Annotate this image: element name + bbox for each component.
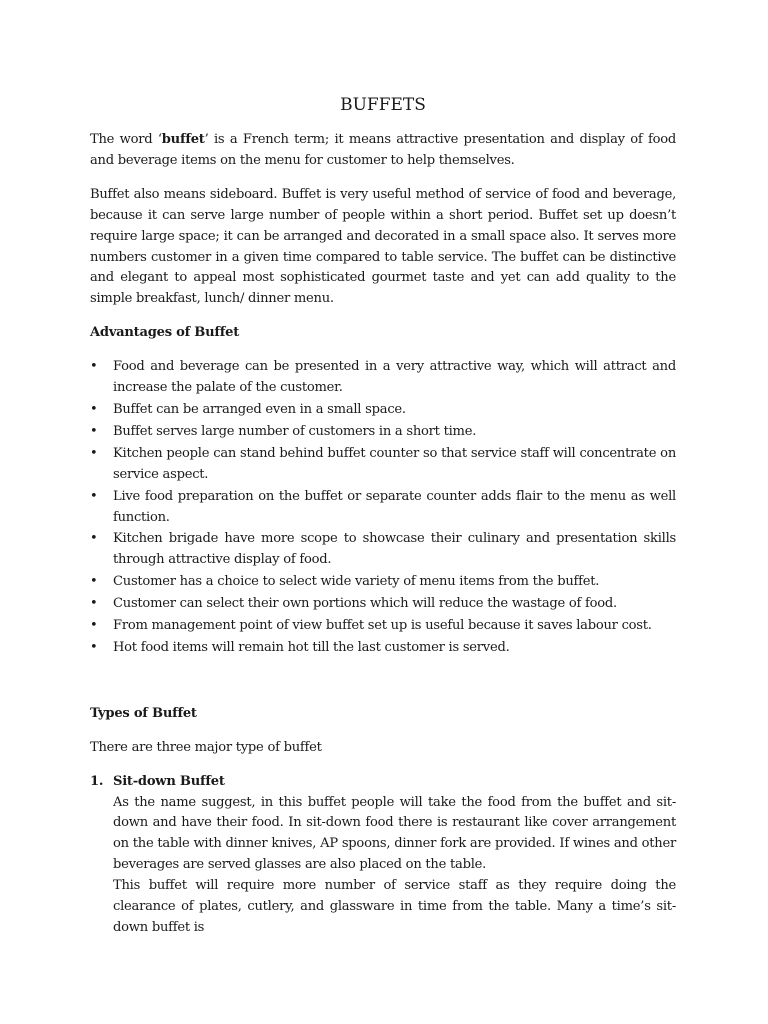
list-item-text: Buffet can be arranged even in a small space.	[113, 401, 406, 417]
bullet-icon: •	[90, 445, 98, 461]
list-item-text: Kitchen brigade have more scope to showcase their culinary and presentation skills through attractive display of food.	[113, 531, 676, 568]
list-item	[90, 638, 676, 659]
list-item-text: Customer has a choice to select wide variety of menu items from the buffet.	[113, 574, 600, 590]
intro-text-after: ’ is a French term; it means attractive presentation and display of food and beverage items on the menu for customer to help themselves.	[90, 132, 676, 168]
list-item	[90, 487, 676, 529]
bullet-icon: •	[90, 401, 98, 417]
list-item-text: From management point of view buffet set up is useful because it saves labour cost.	[113, 618, 652, 634]
item-paragraph: As the name suggest, in this buffet people will take the food from the buffet and sit-down and have their food. In sit-down food there is restaurant like cover arrangement on the table with dinner knives, AP spoons, dinner fork are provided. If wines and other beverages are served glasses are also placed on the table.	[113, 794, 676, 873]
list-item-text: Live food preparation on the buffet or separate counter adds flair to the menu as well function.	[113, 488, 676, 525]
bullet-icon: •	[90, 618, 98, 634]
bullet-icon: •	[90, 596, 98, 612]
list-item	[90, 594, 676, 615]
bullet-icon: •	[90, 639, 98, 655]
advantages-heading: Advantages of Buffet	[90, 325, 240, 341]
item-paragraph: This buffet will require more number of service staff as they require doing the clearance of plates, cutlery, and glassware in time from the table. Many a time’s sit-down buffet is	[113, 878, 676, 935]
list-item	[90, 357, 676, 399]
numbered-item-sit-down-buffet	[90, 772, 676, 939]
types-intro: There are three major type of buffet	[90, 739, 322, 755]
page-title: BUFFETS	[340, 95, 426, 115]
bullet-icon: •	[90, 423, 98, 439]
list-item	[90, 572, 676, 593]
bullet-icon: •	[90, 488, 98, 504]
types-heading: Types of Buffet	[90, 705, 197, 721]
list-item-text: Food and beverage can be presented in a very attractive way, which will attract and increase the palate of the customer.	[113, 359, 676, 396]
list-item	[90, 422, 676, 443]
intro-text-before: The word ‘	[90, 132, 162, 147]
description-paragraph: Buffet also means sideboard. Buffet is very useful method of service of food and beverage, because it can serve large number of people within a short period. Buffet set up doesn’t require large space; it can be arranged and decorated in a small space also. It serves more numbers customer in a given time compared to table service. The buffet can be distinctive and elegant to appeal most sophisticated gourmet taste and yet can add quality to the simple breakfast, lunch/ dinner menu.	[90, 186, 676, 307]
intro-bold-term: buffet	[161, 132, 205, 147]
bullet-icon: •	[90, 359, 98, 375]
section-spacer	[90, 660, 676, 704]
list-item	[90, 444, 676, 486]
bullet-icon: •	[90, 531, 98, 547]
list-item-text: Customer can select their own portions which will reduce the wastage of food.	[113, 596, 617, 612]
list-item	[90, 400, 676, 421]
document-page	[90, 93, 676, 939]
list-item	[90, 529, 676, 571]
list-item-text: Buffet serves large number of customers in a short time.	[113, 423, 477, 439]
bullet-icon: •	[90, 574, 98, 590]
advantages-list	[90, 357, 676, 659]
item-title: Sit-down Buffet	[113, 773, 225, 789]
list-item-text: Kitchen people can stand behind buffet counter so that service staff will concentrate on service aspect.	[113, 445, 676, 482]
list-item	[90, 616, 676, 637]
intro-paragraph	[90, 130, 676, 172]
list-item-text: Hot food items will remain hot till the last customer is served.	[113, 639, 510, 655]
item-number: 1.	[90, 773, 104, 789]
